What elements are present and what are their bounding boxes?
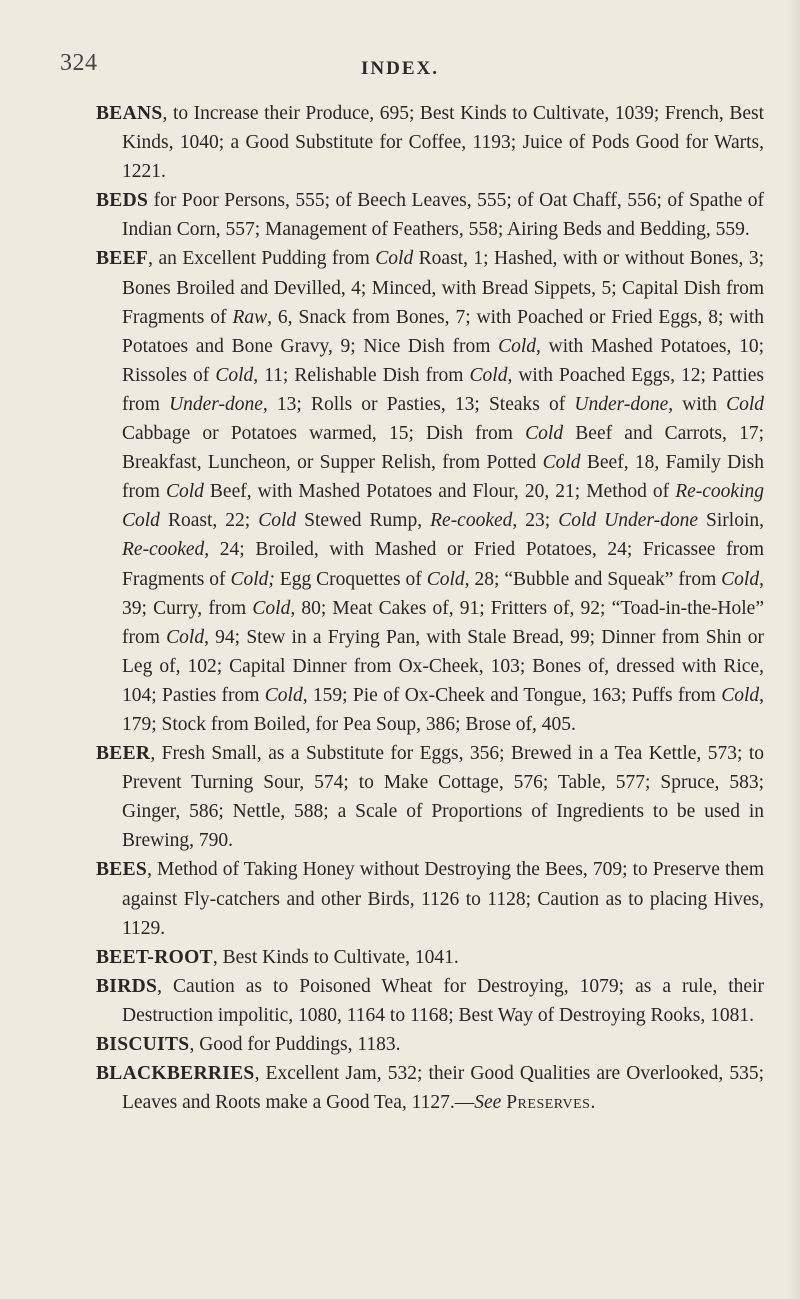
entry-italic-text: Cold (215, 364, 254, 386)
entry-text: , Excellent Jam, 532; their Good Qualities are Overlooked, 535; Leaves and Roots make a Good Tea, 1127.— (122, 1063, 764, 1114)
entry-italic-text: Cold (252, 597, 291, 619)
entry-text: Sirloin, (698, 510, 764, 532)
entry-text: , 13; Rolls or Pasties, 13; Steaks of (262, 393, 575, 415)
entry-italic-text: Cold (165, 481, 204, 503)
entry-italic-text: Cold (721, 684, 760, 706)
entry-text: , with Poached Eggs, 12; Patties from (122, 364, 764, 415)
entry-headword: BIRDS (96, 975, 158, 997)
entry-italic-text: Cold (525, 423, 564, 445)
entry-text: Roast, 1; Hashed, with or without Bones, 3; Bones Broiled and Devilled, 4; Minced, with Bread Sippets, 5; Capital Dish from Fragments of (122, 248, 765, 328)
entry-text: , with Mashed Potatoes, 10; Rissoles of (122, 335, 764, 386)
page-number: 324 (60, 50, 98, 76)
entry-italic-text: Cold (721, 568, 760, 590)
entry-italic-text: Under-done (169, 393, 263, 415)
entry-text: , 6, Snack from Bones, 7; with Poached or Fried Eggs, 8; with Potatoes and Bone Gravy, 9; Nice Dish from (122, 306, 764, 357)
entry-italic-text: Raw (232, 306, 268, 328)
entry-text: , Best Kinds to Cultivate, 1041. (212, 946, 459, 968)
entry-text: Cabbage or Potatoes warmed, 15; Dish from (122, 423, 526, 445)
page-edge-shadow (786, 0, 800, 1299)
index-entries (96, 99, 764, 1117)
entry-italic-text: Re-cooked (122, 539, 205, 561)
index-entry (96, 1059, 764, 1117)
entry-text: Beef and Carrots, 17; Breakfast, Luncheon, or Supper Relish, from Potted (122, 423, 764, 474)
entry-text: Roast, 22; (159, 510, 259, 532)
entry-headword: BEER (96, 743, 151, 765)
entry-text: , with (668, 393, 727, 415)
entry-text: . (590, 1092, 596, 1114)
index-entry (96, 1030, 764, 1059)
entry-text: , Fresh Small, as a Substitute for Eggs, 356; Brewed in a Tea Kettle, 573; to Prevent Turning Sour, 574; to Make Cottage, 576; Table, 577; Spruce, 583; Ginger, 586; Nettle, 588; a Scale of Proportions of Ingredients to be used in Brewing, 790. (122, 743, 764, 852)
index-entry (96, 739, 764, 855)
entry-text: , 80; Meat Cakes of, 91; Fritters of, 92; “Toad-in-the-Hole” from (122, 597, 764, 648)
entry-headword: BEANS (96, 103, 163, 124)
entry-italic-text: Cold (426, 568, 465, 590)
entry-italic-text: Re-cooked (430, 510, 513, 532)
entry-italic-text: Cold (264, 684, 303, 706)
entry-text: , 179; Stock from Boiled, for Pea Soup, 386; Brose of, 405. (122, 684, 765, 735)
entry-italic-text: Cold (498, 335, 537, 357)
entry-text: , an Excellent Pudding from (148, 248, 376, 270)
entry-text: , Good for Puddings, 1183. (189, 1034, 401, 1055)
entry-italic-text: Cold (726, 393, 765, 415)
entry-text: , 28; “Bubble and Squeak” from (464, 568, 722, 590)
entry-text: Egg Croquettes of (274, 568, 427, 590)
entry-text: , 39; Curry, from (122, 568, 764, 619)
index-entry (96, 855, 764, 942)
entry-headword: BEET-ROOT (96, 946, 213, 968)
entry-italic-text: Re-cooking Cold (122, 481, 765, 532)
entry-headword: BEDS (96, 190, 149, 212)
index-entry (96, 943, 764, 972)
running-head: INDEX. (361, 58, 439, 79)
index-entry (96, 186, 764, 244)
entry-italic-text: Cold (542, 452, 581, 474)
entry-smallcaps-text: Preserves (506, 1092, 591, 1114)
entry-text: Stewed Rump, (296, 510, 431, 532)
entry-italic-text: See (474, 1092, 502, 1114)
entry-italic-text: Cold (469, 364, 508, 386)
entry-headword: BISCUITS (96, 1034, 190, 1055)
index-entry (96, 244, 764, 739)
entry-text: , 159; Pie of Ox-Cheek and Tongue, 163; Puffs from (302, 684, 722, 706)
entry-italic-text: Cold (166, 626, 205, 648)
entry-text: Beef, 18, Family Dish from (122, 452, 764, 503)
entry-text: , Caution as to Poisoned Wheat for Destroying, 1079; as a rule, their Destruction impolitic, 1080, 1164 to 1168; Best Way of Destroying Rooks, 1081. (122, 975, 764, 1026)
entry-headword: BLACKBERRIES (96, 1063, 255, 1085)
entry-text: for Poor Persons, 555; of Beech Leaves, 555; of Oat Chaff, 556; of Spathe of Indian Corn, 557; Management of Feathers, 558; Airing Beds and Bedding, 559. (122, 190, 764, 241)
entry-italic-text: Under-done (574, 393, 669, 415)
entry-text: , 94; Stew in a Frying Pan, with Stale Bread, 99; Dinner from Shin or Leg of, 102; Capital Dinner from Ox-Cheek, 103; Bones of, dressed with Rice, 104; Pasties from (122, 626, 765, 706)
entry-italic-text: Cold (258, 510, 297, 532)
index-entry (96, 972, 764, 1030)
entry-italic-text: Cold; (230, 568, 275, 590)
entry-italic-text: Cold (375, 248, 414, 270)
entry-headword: BEEF (96, 248, 149, 270)
entry-text: , to Increase their Produce, 695; Best Kinds to Cultivate, 1039; French, Best Kinds, 1040; a Good Substitute for Coffee, 1193; Juice of Pods Good for Warts, 1221. (122, 103, 764, 183)
index-entry (96, 99, 764, 186)
entry-text: , 11; Relishable Dish from (253, 364, 470, 386)
entry-headword: BEES (96, 859, 148, 881)
entry-text: , Method of Taking Honey without Destroying the Bees, 709; to Preserve them against Fly-catchers and other Birds, 1126 to 1128; Caution as to placing Hives, 1129. (122, 859, 764, 939)
entry-text: , 23; (512, 510, 559, 532)
entry-text: , 24; Broiled, with Mashed or Fried Potatoes, 24; Fricassee from Fragments of (122, 539, 764, 590)
entry-text: Beef, with Mashed Potatoes and Flour, 20, 21; Method of (203, 481, 676, 503)
entry-italic-text: Cold Under-done (558, 510, 699, 532)
